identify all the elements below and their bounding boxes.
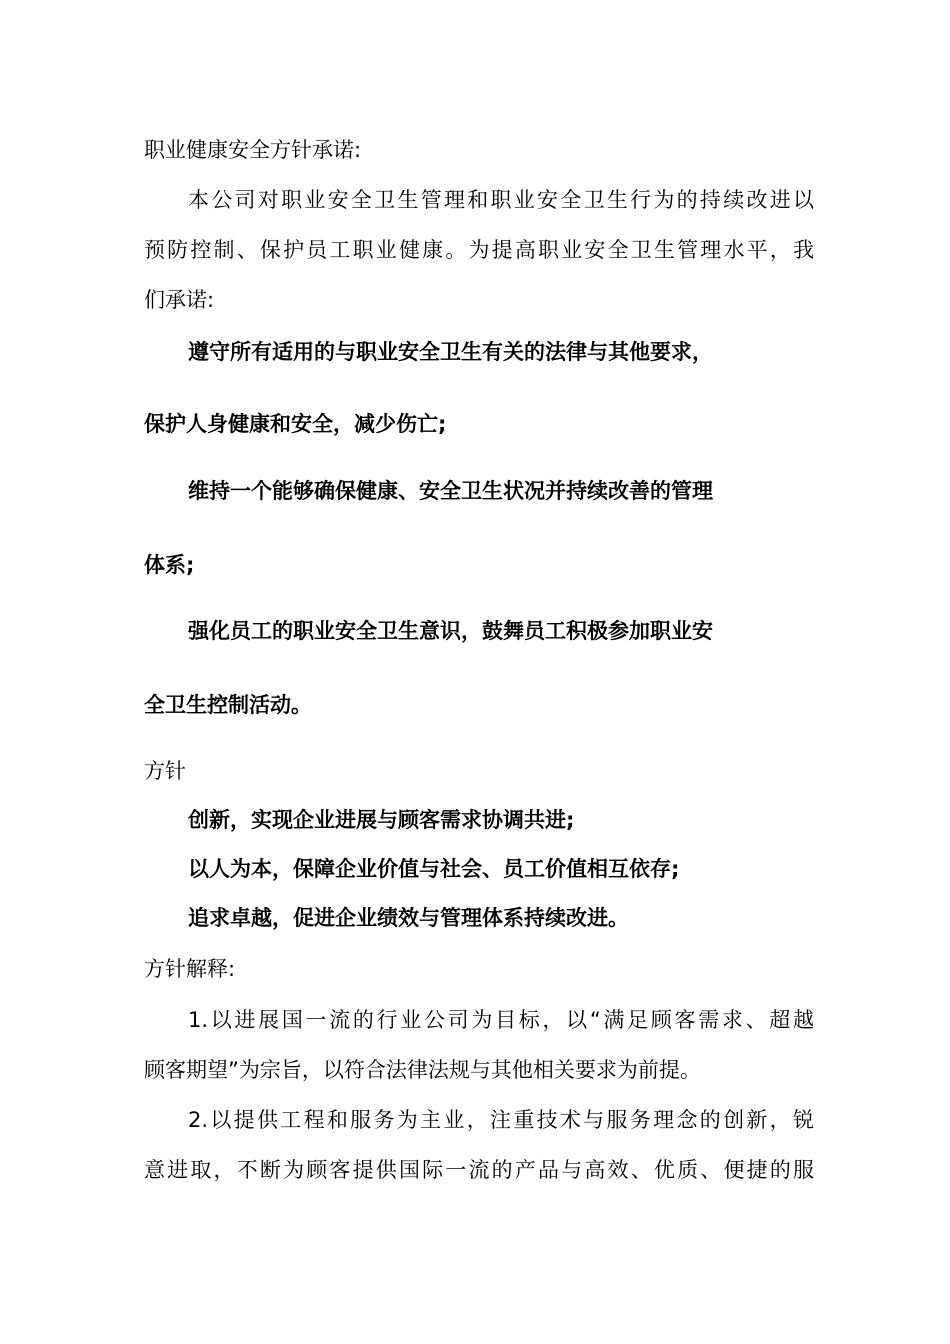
commitment-2-line-1: 维持一个能够确保健康、安全卫生状况并持续改善的管理 — [188, 479, 713, 503]
intro-line-3: 们承诺: — [144, 288, 215, 312]
commitment-1-line-1: 遵守所有适用的与职业安全卫生有关的法律与其他要求， — [188, 340, 713, 364]
commitment-3-line-2: 全卫生控制活动。 — [144, 693, 312, 717]
explanation-1-line-1: 1.以进展国一流的行业公司为目标，以“满足顾客需求、超越 — [188, 1008, 814, 1032]
commitment-2-line-2: 体系; — [144, 553, 195, 577]
explanation-2-line-2: 意进取，不断为顾客提供国际一流的产品与高效、优质、便捷的服 — [144, 1158, 814, 1182]
heading-policy: 方针 — [144, 759, 186, 783]
intro-line-2: 预防控制、保护员工职业健康。为提高职业安全卫生管理水平，我 — [144, 238, 814, 262]
heading-policy-explanation: 方针解释: — [144, 957, 236, 981]
commitment-1-line-2: 保护人身健康和安全，减少伤亡; — [144, 412, 447, 436]
explanation-1-line-2: 顾客期望”为宗旨，以符合法律法规与其他相关要求为前提。 — [144, 1058, 701, 1082]
policy-item-excellence: 追求卓越，促进企业绩效与管理体系持续改进。 — [188, 906, 629, 930]
intro-line-1: 本公司对职业安全卫生管理和职业安全卫生行为的持续改进以 — [188, 188, 814, 212]
commitment-3-line-1: 强化员工的职业安全卫生意识，鼓舞员工积极参加职业安 — [188, 619, 713, 643]
heading-ohs-policy-commitment: 职业健康安全方针承诺: — [144, 138, 362, 162]
policy-item-people-oriented: 以人为本，保障企业价值与社会、员工价值相互依存; — [188, 857, 680, 881]
policy-item-innovation: 创新，实现企业进展与顾客需求协调共进; — [188, 808, 575, 832]
explanation-2-line-1: 2.以提供工程和服务为主业，注重技术与服务理念的创新，锐 — [188, 1108, 814, 1132]
